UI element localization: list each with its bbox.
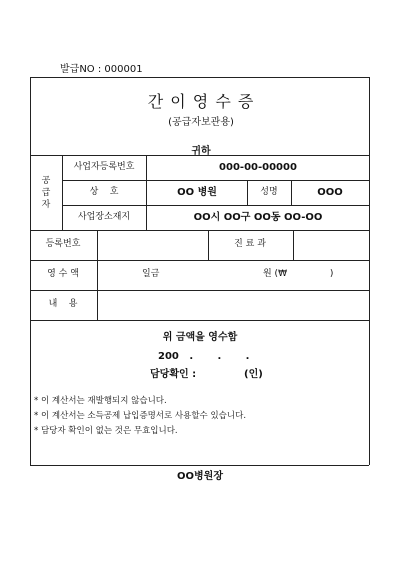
table-top-line: [30, 155, 369, 156]
business-reg-label: 사업자등록번호: [73, 162, 135, 172]
note-item: * 이 계산서는 소득공제 납입증명서로 사용할수 있습니다.: [34, 411, 247, 421]
supplier-name-divider: [247, 180, 248, 205]
representative-value: OOO: [317, 187, 343, 198]
row-line-amount: [30, 290, 369, 291]
content-label: 내 용: [48, 299, 78, 309]
supplier-side-label: [30, 155, 62, 230]
department-label: 진 료 과: [234, 239, 266, 249]
frame-bottom: [30, 465, 369, 466]
issue-number: 발급NO : 000001: [60, 64, 143, 75]
reg-dept-divider-1: [208, 230, 209, 260]
supplier-side-divider: [62, 155, 63, 230]
business-reg-value: 000-00-00000: [219, 162, 297, 173]
frame-right: [369, 77, 370, 465]
signer-seal: (인): [244, 369, 263, 380]
frame-top: [30, 77, 369, 78]
row-line-reg: [30, 260, 369, 261]
signer-label: 담당확인 :: [150, 369, 197, 380]
representative-label: 성명: [260, 187, 278, 197]
receipt-statement: 위 금액을 영수함: [162, 332, 238, 343]
supplier-side-char-2: 급: [41, 187, 51, 198]
supplier-row-line-1: [62, 180, 369, 181]
receipt-subtitle: (공급자보관용): [168, 117, 234, 128]
note-item: * 담당자 확인이 없는 것은 무효입니다.: [34, 426, 178, 436]
business-address-label: 사업장소재지: [77, 212, 131, 222]
amount-label: 영 수 액: [47, 269, 79, 279]
amount-suffix: 원 (₩ ): [263, 269, 334, 279]
business-name-label: 상 호: [89, 187, 119, 197]
receipt-title: 간 이 영 수 증: [147, 92, 255, 111]
note-item: * 이 계산서는 재발행되지 않습니다.: [34, 396, 167, 406]
issuer-name: OO병원장: [177, 471, 223, 482]
lower-label-divider: [97, 230, 98, 320]
registration-number-label: 등록번호: [45, 239, 81, 249]
business-address-value: OO시 OO구 OO동 OO-OO: [193, 212, 323, 223]
row-line-content: [30, 320, 369, 321]
amount-prefix: 일금: [142, 269, 160, 279]
supplier-side-char-1: 공: [41, 175, 51, 186]
reg-dept-divider-2: [293, 230, 294, 260]
receipt-date: 200 . . .: [158, 351, 250, 362]
business-name-value: OO 병원: [177, 187, 217, 198]
supplier-bottom-line: [30, 230, 369, 231]
recipient-suffix: 귀하: [191, 146, 211, 157]
frame-left: [30, 77, 31, 465]
supplier-label-divider: [146, 155, 147, 230]
supplier-side-char-3: 자: [41, 199, 51, 210]
supplier-rep-divider: [291, 180, 292, 205]
supplier-row-line-2: [62, 205, 369, 206]
